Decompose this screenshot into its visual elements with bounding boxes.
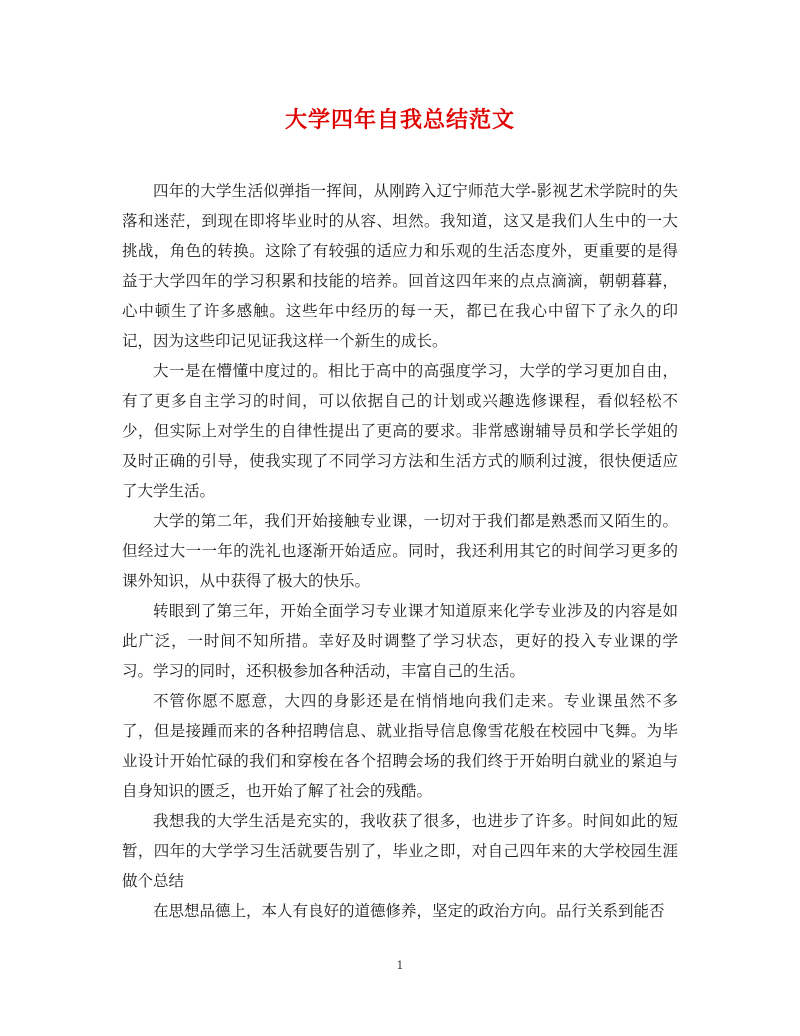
page-number: 1 [396,959,404,972]
paragraph: 不管你愿不愿意，大四的身影还是在悄悄地向我们走来。专业课虽然不多了，但是接踵而来的各种招聘信息、就业指导信息像雪花般在校园中飞舞。为毕业设计开始忙碌的我们和穿梭在各个招聘会场的我们终于开始明白就业的紧迫与自身知识的匮乏，也开始了解了社会的残酷。 [122,692,678,800]
paragraph: 在思想品德上，本人有良好的道德修养，坚定的政治方向。品行关系到能否 [153,902,665,920]
paragraph: 我想我的大学生活是充实的，我收获了很多，也进步了许多。时间如此的短暂，四年的大学学习生活就要告别了，毕业之即，对自己四年来的大学校园生涯做个总结 [122,812,678,890]
document-title: 大学四年自我总结范文 [284,108,515,133]
paragraph: 大学的第二年，我们开始接触专业课，一切对于我们都是熟悉而又陌生的。但经过大一一年的洗礼也逐渐开始适应。同时，我还利用其它的时间学习更多的课外知识，从中获得了极大的快乐。 [122,512,678,590]
paragraph: 四年的大学生活似弹指一挥间，从刚跨入辽宁师范大学-影视艺术学院时的失落和迷茫，到现在即将毕业时的从容、坦然。我知道，这又是我们人生中的一大挑战，角色的转换。这除了有较强的适应力和乐观的生活态度外，更重要的是得益于大学四年的学习积累和技能的培养。回首这四年来的点点滴滴，朝朝暮暮，心中顿生了许多感触。这些年中经历的每一天，都已在我心中留下了永久的印记，因为这些印记见证我这样一个新生的成长。 [122,182,678,350]
paragraph: 转眼到了第三年，开始全面学习专业课才知道原来化学专业涉及的内容是如此广泛，一时间不知所措。幸好及时调整了学习状态，更好的投入专业课的学习。学习的同时，还积极参加各种活动，丰富自己的生活。 [122,602,678,680]
paragraph: 大一是在懵懂中度过的。相比于高中的高强度学习，大学的学习更加自由，有了更多自主学习的时间，可以依据自己的计划或兴趣选修课程，看似轻松不少，但实际上对学生的自律性提出了更高的要求。非常感谢辅导员和学长学姐的及时正确的引导，使我实现了不同学习方法和生活方式的顺利过渡，很快便适应了大学生活。 [122,362,678,500]
document-body [122,176,678,926]
